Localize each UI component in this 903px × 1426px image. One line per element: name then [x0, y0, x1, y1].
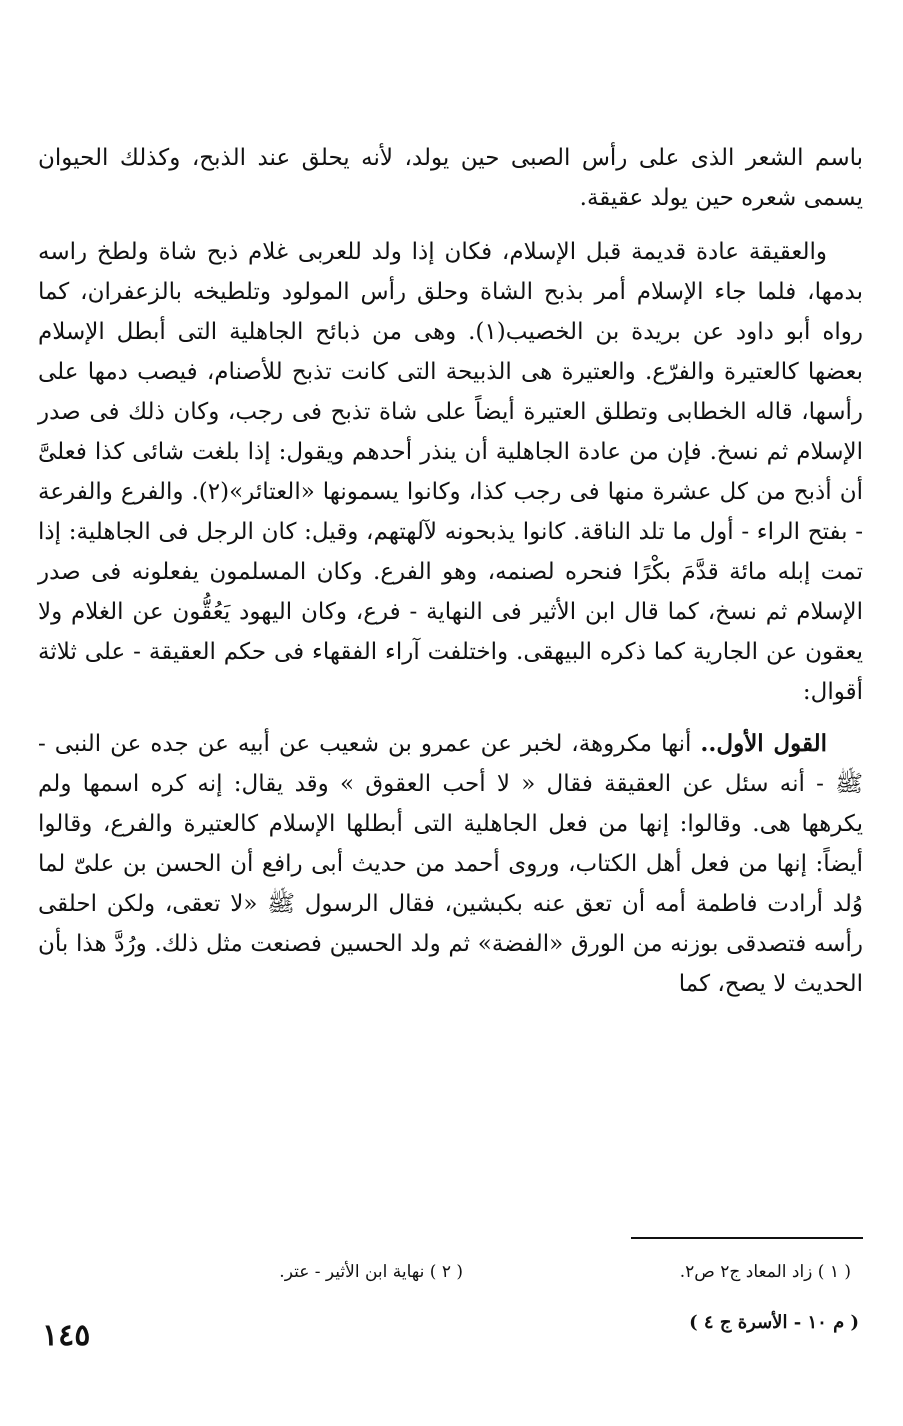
paragraph-3-body: أنها مكروهة، لخبر عن عمرو بن شعيب عن أبيه عن جده عن النبى - ﷺ - أنه سئل عن العقيقة فقال « لا أحب العقوق » وقد يقال: إنه كره اسمها ولم يكرهها هى. وقالوا: إنها من فعل الجاهلية التى أبطلها الإسلام كالعتيرة والفرع، وقالوا أيضاً: إنها من فعل أهل الكتاب، وروى أحمد من حديث أبى رافع أن الحسن بن علىّ لما وُلد أرادت فاطمة أمه أن تعق عنه بكبشين، فقال الرسول ﷺ «لا تعقى، ولكن احلقى رأسه فتصدقى بوزنه من الورق «الفضة» ثم ولد الحسين فصنعت مثل ذلك. ورُدَّ هذا بأن الحديث لا يصح، كما: [38, 731, 863, 997]
main-text: [38, 138, 863, 1016]
footnote-2: ( ٢ ) نهاية ابن الأثير - عتر.: [279, 1262, 463, 1282]
paragraph-3-lead: القول الأول..: [700, 730, 827, 757]
paragraph-2: والعقيقة عادة قديمة قبل الإسلام، فكان إذا ولد للعربى غلام ذبح شاة ولطخ راسه بدمها، فلما جاء الإسلام أمر بذبح الشاة وحلق رأس المولود وتلطيخه بالزعفران، كما رواه أبو داود عن بريدة بن الخصيب(١). وهى من ذبائح الجاهلية التى أبطل الإسلام بعضها كالعتيرة والفرّع. والعتيرة هى الذبيحة التى كانت تذبح للأصنام، فيصب دمها على رأسها، قاله الخطابى وتطلق العتيرة أيضاً على شاة تذبح فى رجب، وكان ذلك فى صدر الإسلام ثم نسخ. فإن من عادة الجاهلية أن ينذر أحدهم ويقول: إذا بلغت شائى كذا فعلىَّ أن أذبح من كل عشرة منها فى رجب كذا، وكانوا يسمونها «العتائر»(٢). والفرع والفرعة - بفتح الراء - أول ما تلد الناقة. كانوا يذبحونه لآلهتهم، وقيل: كان الرجل فى الجاهلية: إذا تمت إبله مائة قدَّمَ بكْرًا فنحره لصنمه، وهو الفرع. وكان المسلمون يفعلونه فى صدر الإسلام ثم نسخ، كما قال ابن الأثير فى النهاية - فرع، وكان اليهود يَعُقُّون عن الغلام ولا يعقون عن الجارية كما ذكره البيهقى. واختلفت آراء الفقهاء فى حكم العقيقة - على ثلاثة أقوال:: [38, 239, 863, 705]
footnote-1: ( ١ ) زاد المعاد ج٢ ص٢.: [679, 1262, 851, 1282]
paragraph-3: [38, 724, 863, 1004]
page-number: ١٤٥: [42, 1318, 91, 1353]
footnote-rule: [631, 1237, 863, 1239]
paragraph-1: باسم الشعر الذى على رأس الصبى حين يولد، لأنه يحلق عند الذبح، وكذلك الحيوان يسمى شعره حين يولد عقيقة.: [38, 145, 863, 211]
signature-line: ( م ١٠ - الأسرة ج ٤ ): [689, 1312, 859, 1333]
